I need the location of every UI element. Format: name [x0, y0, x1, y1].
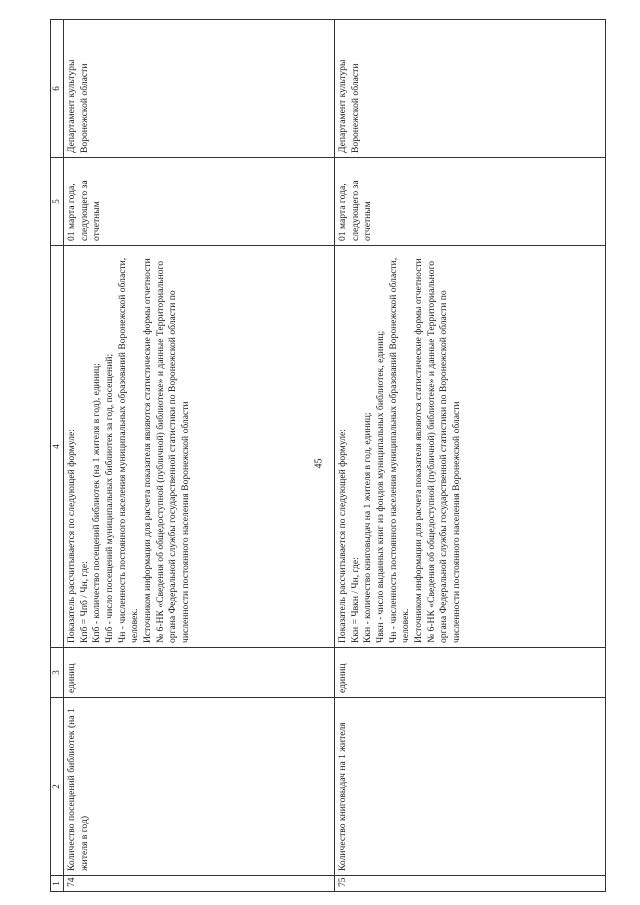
table-header-row [51, 20, 64, 892]
row-number: 74 [64, 876, 335, 892]
method-line: Кпб = Чпб / Чн, где: [78, 561, 90, 643]
deadline: 01 марта года, следующего за отчетным [335, 158, 606, 246]
indicators-table [50, 19, 606, 892]
document-table-sheet [50, 20, 606, 892]
row-number: 75 [335, 876, 606, 892]
indicator-name: Количество книговыдач на 1 жителя [335, 698, 606, 876]
page-number: 45 [313, 458, 325, 469]
indicator-name: Количество посещений библиотек (на 1 жителя в год) [64, 698, 335, 876]
table-row [335, 20, 606, 892]
method-line: Источником информации для расчета показателя являются статистические формы отчетности № 6-НК «Сведения об общедоступной (публичной) библиотеке» и данные Территориального органа Федеральной службы государственной статистики по Воронежской области по численности постоянного населения Воронежской области [412, 258, 462, 643]
table-row [64, 20, 335, 892]
header-cell: 5 [51, 158, 64, 246]
method-line: Ккн - количество книговыдач на 1 жителя в год, единиц; [362, 412, 374, 643]
method-line: Кпб - количество посещений библиотек (на 1 жителя в год), единиц; [91, 363, 103, 643]
method-line: Чн - численность постоянного населения муниципальных образований Воронежской области, человек. [116, 257, 141, 643]
calculation-method [335, 246, 606, 648]
header-cell: 6 [51, 20, 64, 158]
responsible: Департамент культуры Воронежской области [335, 20, 606, 158]
deadline: 01 марта года, следующего за отчетным [64, 158, 335, 246]
method-line: Показатель рассчитывается по следующей формуле: [337, 429, 348, 643]
header-cell: 2 [51, 698, 64, 876]
header-cell: 3 [51, 648, 64, 698]
header-cell: 4 [51, 246, 64, 648]
method-line: Чвкн - число выданных книг из фондов муниципальных библиотек, единиц; [374, 330, 386, 643]
header-cell: 1 [51, 876, 64, 892]
unit: единиц [64, 648, 335, 698]
calculation-method [64, 246, 335, 648]
method-line: Источником информации для расчета показателя являются статистические формы отчетности № 6-НК «Сведения об общедоступной (публичной) библиотеке» и данные Территориального органа Федеральной службы государственной статистики по Воронежской области по численности постоянного населения Воронежской области [141, 258, 191, 643]
method-line: Ккн = Чвкн / Чн, где: [349, 557, 361, 643]
method-line: Чпб - число посещений муниципальных библиотек за год, посещений; [103, 353, 115, 643]
method-line: Показатель рассчитывается по следующей формуле: [66, 429, 77, 643]
method-line: Чн - численность постоянного населения муниципальных образований Воронежской области, человек. [387, 257, 412, 643]
unit: единиц [335, 648, 606, 698]
responsible: Департамент культуры Воронежской области [64, 20, 335, 158]
